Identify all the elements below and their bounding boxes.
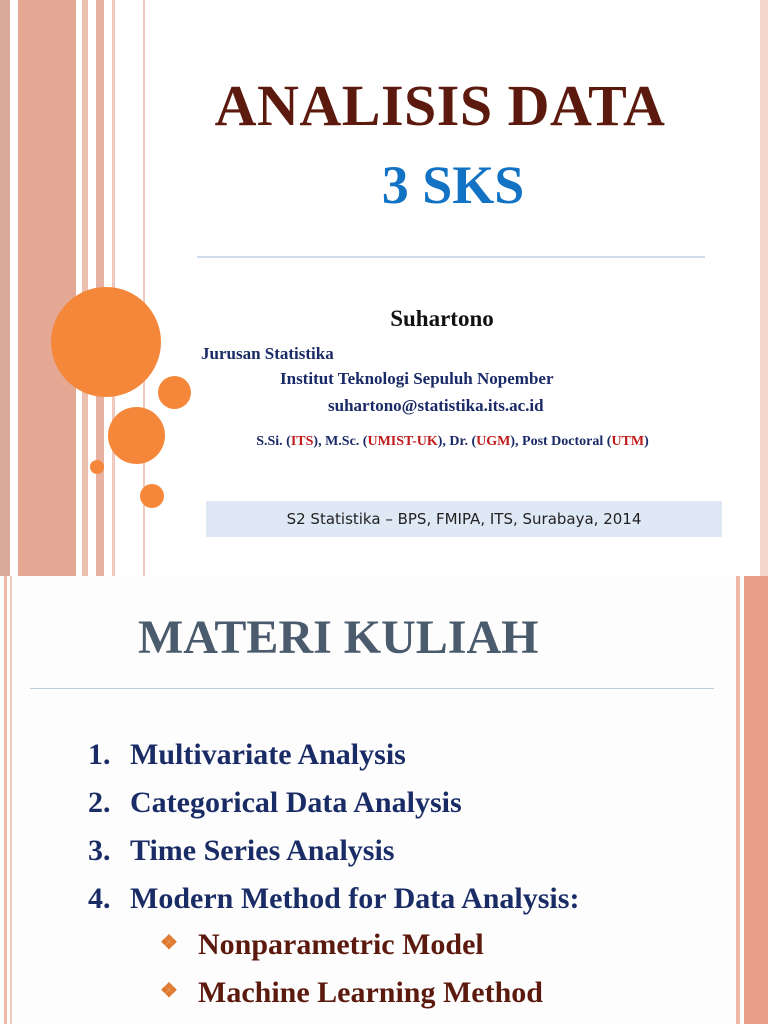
decorative-stripe (82, 0, 88, 576)
list-item-label: Modern Method for Data Analysis: (130, 882, 580, 915)
degree-close: ), (510, 434, 523, 449)
list-item (88, 786, 462, 820)
slide-title-text: ANALISIS DATA (214, 73, 666, 138)
decorative-stripe (736, 576, 740, 1024)
divider (197, 256, 705, 258)
credits-subtitle: 3 SKS (381, 155, 525, 215)
degree-school: UMIST-UK (367, 434, 438, 449)
list-number: 3. (88, 834, 111, 867)
degree-school: UTM (611, 434, 645, 449)
degrees-line (200, 434, 705, 450)
sub-list-item-label: Machine Learning Method (198, 976, 543, 1009)
degree-school: UGM (476, 434, 511, 449)
decorative-circle (140, 484, 164, 508)
list-item-label: Multivariate Analysis (130, 738, 406, 771)
list-item (88, 834, 394, 868)
diamond-bullet-icon: ❖ (160, 980, 178, 1002)
decorative-stripe (760, 0, 768, 576)
divider (30, 688, 714, 689)
list-item-label: Time Series Analysis (130, 834, 395, 867)
author-email: suhartono@statistika.its.ac.id (328, 396, 544, 415)
slide-materi (0, 576, 768, 1024)
degree: Post Doctoral ( (522, 434, 612, 449)
sub-list-item (160, 976, 543, 1010)
list-item (88, 882, 579, 916)
institute: Institut Teknologi Sepuluh Nopember (280, 369, 554, 388)
decorative-circle (108, 407, 165, 464)
sub-list-item-label: Nonparametric Model (198, 928, 484, 961)
list-item-label: Categorical Data Analysis (130, 786, 462, 819)
decorative-circle (158, 376, 191, 409)
author-name: Suhartono (390, 306, 494, 331)
decorative-stripe (0, 0, 10, 576)
decorative-circle-small (90, 460, 104, 474)
degree-close: ) (644, 434, 649, 449)
decorative-stripe (18, 0, 76, 576)
footer-banner: S2 Statistika – BPS, FMIPA, ITS, Surabaya, 2014 (206, 501, 722, 537)
degree-close: ), (437, 434, 450, 449)
decorative-stripe (10, 576, 12, 1024)
list-item (88, 738, 406, 772)
degree: Dr. ( (449, 434, 477, 449)
department: Jurusan Statistika (201, 344, 334, 363)
list-number: 1. (88, 738, 111, 771)
decorative-circle-large (51, 287, 161, 397)
degree-school: ITS (290, 434, 314, 449)
degree-close: ), (313, 434, 326, 449)
list-number: 2. (88, 786, 111, 819)
degree: S.Si. ( (256, 434, 291, 449)
sub-list-item (160, 928, 484, 962)
decorative-stripe (4, 576, 7, 1024)
list-number: 4. (88, 882, 111, 915)
degree: M.Sc. ( (325, 434, 368, 449)
decorative-stripe (744, 576, 768, 1024)
slide-title-text: MATERI KULIAH (138, 611, 539, 664)
diamond-bullet-icon: ❖ (160, 932, 178, 954)
